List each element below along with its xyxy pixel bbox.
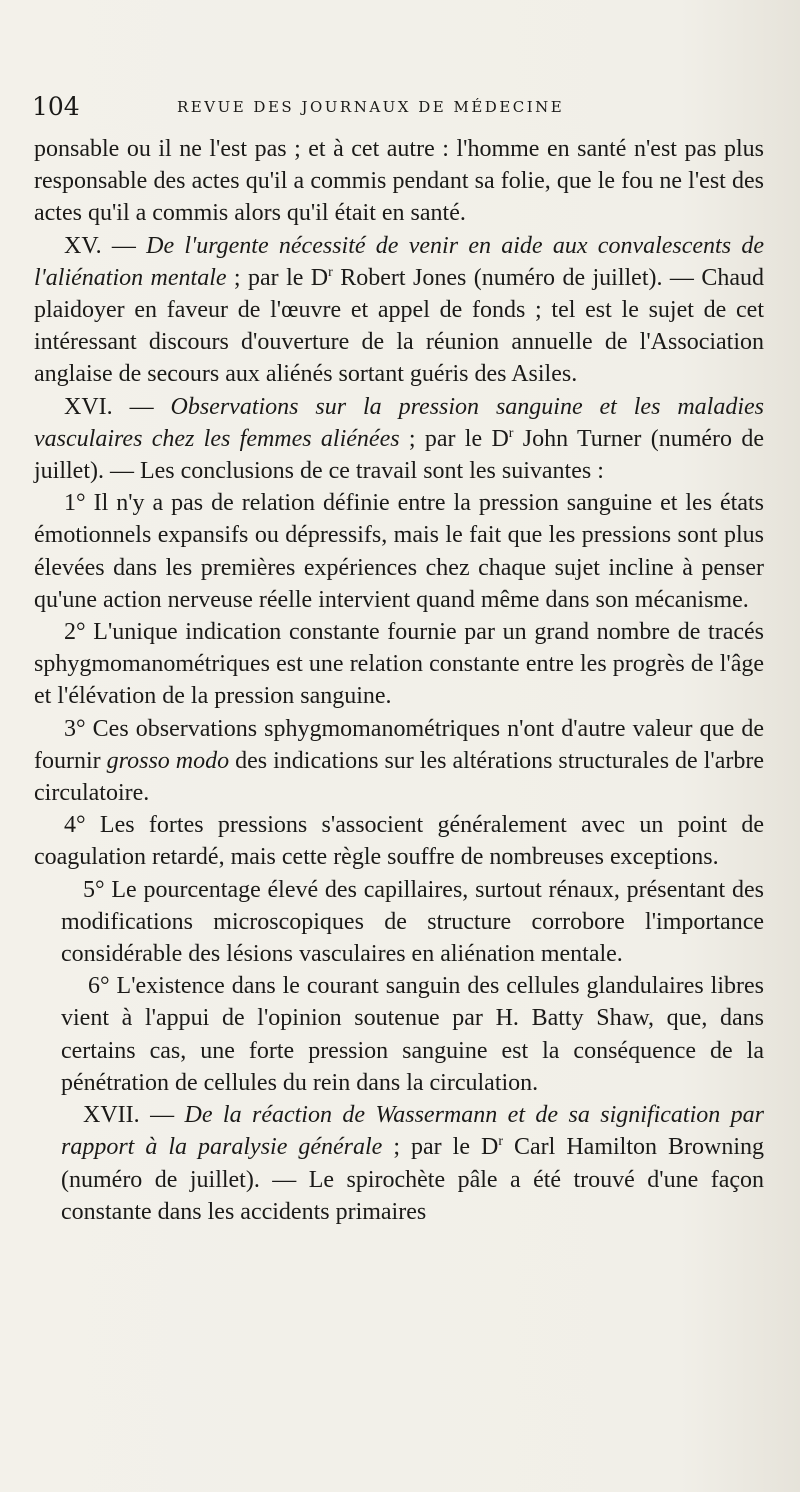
page-header bbox=[32, 92, 752, 126]
conclusion-item: 5° Le pourcentage élevé des capillaires, surtout rénaux, présentant des modifications microscopiques de structure corrobore l'importance considérable des lésions vasculaires en aliénation mentale. bbox=[61, 876, 764, 968]
section-xv: XV. — De l'urgente nécessité de venir en aide aux convalescents de l'aliénation mentale ; par le $D^r$ Robert Jones (numéro de juillet). — Chaud plaidoyer en faveur de l'œuvre et appel de fonds ; tel est le sujet de cet intéressant discours d'ouverture de la réunion annuelle de l'Association anglaise de secours aux aliénés sortant guéris des Asiles. bbox=[34, 232, 764, 388]
running-head: REVUE DES JOURNAUX DE MÉDECINE bbox=[177, 98, 565, 116]
section-xvii: XVII. — De la réaction de Wassermann et de sa signification par rapport à la paralysie générale ; par le $D^r$ Carl Hamilton Browning (numéro de juillet). — Le spirochète pâle a été trouvé d'une façon constante dans les accidents primaires bbox=[61, 1102, 765, 1225]
conclusion-item: 1° Il n'y a pas de relation définie entre la pression sanguine et les états émotionnels expansifs ou dépressifs, mais le fait que les pressions sont plus élevées dans les premières expériences chez chaque sujet incline à penser qu'une action nerveuse réelle intervient quand même dans son mécanisme. bbox=[34, 490, 764, 613]
section-number: XV. bbox=[64, 232, 102, 259]
section-title: Observations sur la pression sanguine et les maladies vasculaires chez les femmes aliénées bbox=[34, 393, 765, 452]
section-title: De la réaction de Wassermann et de sa signification par rapport à la paralysie générale bbox=[61, 1102, 765, 1161]
paragraph-continuation: ponsable ou il ne l'est pas ; et à cet autre : l'homme en santé n'est pas plus responsable des actes qu'il a commis pendant sa folie, que le fou ne l'est des actes qu'il a commis alors qu'il était en santé. bbox=[34, 136, 764, 227]
section-title: De l'urgente nécessité de venir en aide aux convalescents de l'aliénation mentale bbox=[34, 232, 764, 291]
conclusion-item: 4° Les fortes pressions s'associent généralement avec un point de coagulation retardé, mais cette règle souffre de nombreuses exceptions. bbox=[34, 812, 764, 871]
conclusion-item: 3° Ces observations sphygmomanométriques n'ont d'autre valeur que de fournir grosso modo des indications sur les altérations structurales de l'arbre circulatoire. bbox=[34, 715, 764, 807]
section-number: XVI. bbox=[64, 393, 113, 420]
section-number: XVII. bbox=[83, 1102, 140, 1129]
conclusion-item: 6° L'existence dans le courant sanguin des cellules glandulaires libres vient à l'appui de l'opinion soutenue par H. Batty Shaw, que, dans certains cas, une forte pression sanguine est la conséquence de la pénétration de cellules du rein dans la circulation. bbox=[61, 973, 764, 1096]
section-xvi: XVI. — Observations sur la pression sanguine et les maladies vasculaires chez les femmes aliénées ; par le $D^r$ John Turner (numéro de juillet). — Les conclusions de ce travail sont les suivantes : bbox=[34, 393, 765, 485]
conclusion-item: 2° L'unique indication constante fournie par un grand nombre de tracés sphygmomanométriques est une relation constante entre les progrès de l'âge et l'élévation de la pression sanguine. bbox=[34, 619, 764, 710]
body-text bbox=[34, 133, 764, 1228]
page-number: 104 bbox=[32, 92, 80, 121]
